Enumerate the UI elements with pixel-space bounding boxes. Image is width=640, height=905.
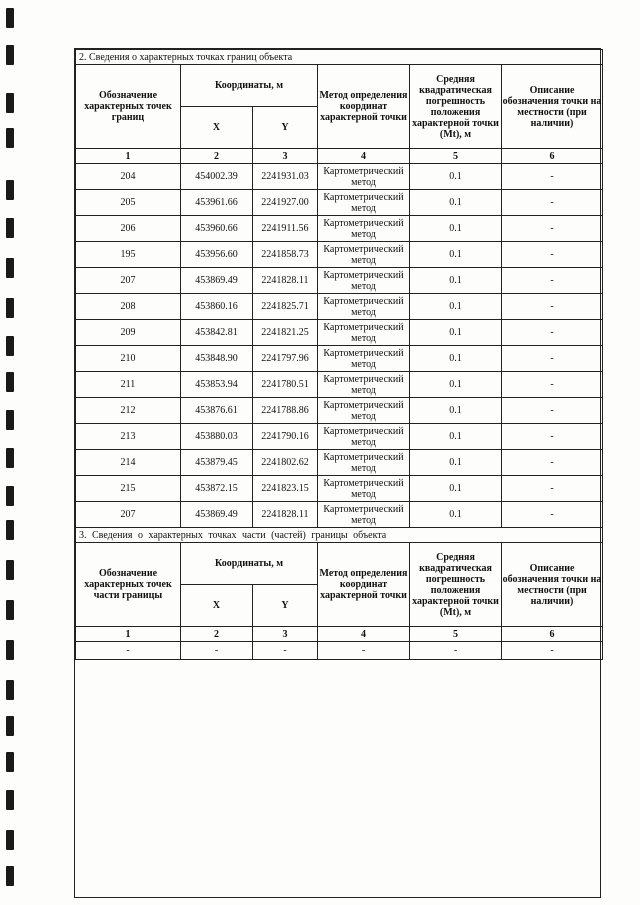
point-id-cell: 215 — [76, 476, 181, 502]
point-id-cell: 209 — [76, 320, 181, 346]
x-cell: 453869.49 — [181, 502, 253, 528]
header-point-id: Обозначение характерных точек границ — [76, 65, 181, 149]
method-cell: Картометрический метод — [318, 476, 410, 502]
mt-cell: 0.1 — [410, 294, 502, 320]
binding-hole — [6, 486, 14, 506]
table-row — [76, 476, 603, 502]
method-cell: Картометрический метод — [318, 164, 410, 190]
col-number: 5 — [410, 149, 502, 164]
y-cell: 2241911.56 — [253, 216, 318, 242]
mt-cell: 0.1 — [410, 190, 502, 216]
binding-hole — [6, 218, 14, 238]
y-cell: 2241823.15 — [253, 476, 318, 502]
mt-cell: 0.1 — [410, 320, 502, 346]
col-number: 4 — [318, 627, 410, 642]
table-row — [76, 502, 603, 528]
header-description: Описание обозначения точки на местности (при наличии) — [502, 65, 603, 149]
col-number: 5 — [410, 627, 502, 642]
desc-cell: - — [502, 216, 603, 242]
point-id-cell: 207 — [76, 502, 181, 528]
point-id-cell: 212 — [76, 398, 181, 424]
col-number: 1 — [76, 149, 181, 164]
method-cell: Картометрический метод — [318, 294, 410, 320]
point-id-cell: 204 — [76, 164, 181, 190]
empty-cell: - — [253, 642, 318, 660]
x-cell: 453880.03 — [181, 424, 253, 450]
y-cell: 2241828.11 — [253, 268, 318, 294]
mt-cell: 0.1 — [410, 242, 502, 268]
binding-hole — [6, 180, 14, 200]
empty-cell: - — [318, 642, 410, 660]
table-row — [76, 320, 603, 346]
desc-cell: - — [502, 294, 603, 320]
x-cell: 453848.90 — [181, 346, 253, 372]
binding-hole — [6, 640, 14, 660]
binding-hole — [6, 830, 14, 850]
col-number: 2 — [181, 627, 253, 642]
desc-cell: - — [502, 320, 603, 346]
col-number: 6 — [502, 627, 603, 642]
y-cell: 2241788.86 — [253, 398, 318, 424]
table-row — [76, 372, 603, 398]
mt-cell: 0.1 — [410, 164, 502, 190]
table-row — [76, 242, 603, 268]
point-id-cell: 195 — [76, 242, 181, 268]
table-row — [76, 164, 603, 190]
mt-cell: 0.1 — [410, 502, 502, 528]
desc-cell: - — [502, 398, 603, 424]
desc-cell: - — [502, 424, 603, 450]
y-cell: 2241780.51 — [253, 372, 318, 398]
binding-hole — [6, 600, 14, 620]
method-cell: Картометрический метод — [318, 372, 410, 398]
desc-cell: - — [502, 450, 603, 476]
header-x: X — [181, 107, 253, 149]
binding-hole — [6, 520, 14, 540]
s3-header-y: Y — [253, 585, 318, 627]
section2-title: 2. Сведения о характерных точках границ объекта — [76, 50, 603, 65]
table-row — [76, 216, 603, 242]
x-cell: 453872.15 — [181, 476, 253, 502]
x-cell: 453876.61 — [181, 398, 253, 424]
x-cell: 453860.16 — [181, 294, 253, 320]
header-error: Средняя квадратическая погрешность положения характерной точки (Mt), м — [410, 65, 502, 149]
y-cell: 2241858.73 — [253, 242, 318, 268]
binding-hole — [6, 45, 14, 65]
desc-cell: - — [502, 268, 603, 294]
binding-holes — [6, 0, 18, 905]
document-frame — [74, 48, 601, 898]
empty-cell: - — [502, 642, 603, 660]
point-id-cell: 205 — [76, 190, 181, 216]
table-row — [76, 346, 603, 372]
binding-hole — [6, 680, 14, 700]
s3-header-coords: Координаты, м — [181, 543, 318, 585]
point-id-cell: 206 — [76, 216, 181, 242]
method-cell: Картометрический метод — [318, 216, 410, 242]
y-cell: 2241927.00 — [253, 190, 318, 216]
binding-hole — [6, 93, 14, 113]
x-cell: 454002.39 — [181, 164, 253, 190]
desc-cell: - — [502, 190, 603, 216]
method-cell: Картометрический метод — [318, 450, 410, 476]
mt-cell: 0.1 — [410, 372, 502, 398]
method-cell: Картометрический метод — [318, 346, 410, 372]
section2-table — [75, 49, 603, 660]
binding-hole — [6, 8, 14, 28]
binding-hole — [6, 410, 14, 430]
x-cell: 453961.66 — [181, 190, 253, 216]
header-coords: Координаты, м — [181, 65, 318, 107]
desc-cell: - — [502, 242, 603, 268]
s3-header-method: Метод определения координат характерной точки — [318, 543, 410, 627]
s3-header-error: Средняя квадратическая погрешность положения характерной точки (Mt), м — [410, 543, 502, 627]
binding-hole — [6, 128, 14, 148]
s3-column-numbers-row — [76, 627, 603, 642]
header-y: Y — [253, 107, 318, 149]
y-cell: 2241931.03 — [253, 164, 318, 190]
col-number: 1 — [76, 627, 181, 642]
table-row — [76, 424, 603, 450]
s3-empty-row — [76, 642, 603, 660]
y-cell: 2241821.25 — [253, 320, 318, 346]
table-row — [76, 450, 603, 476]
empty-cell: - — [410, 642, 502, 660]
point-id-cell: 213 — [76, 424, 181, 450]
section3-title: 3. Сведения о характерных точках части (частей) границы объекта — [76, 528, 603, 543]
binding-hole — [6, 790, 14, 810]
empty-cell: - — [76, 642, 181, 660]
mt-cell: 0.1 — [410, 424, 502, 450]
s3-header-x: X — [181, 585, 253, 627]
point-id-cell: 208 — [76, 294, 181, 320]
mt-cell: 0.1 — [410, 398, 502, 424]
method-cell: Картометрический метод — [318, 190, 410, 216]
table-row — [76, 268, 603, 294]
col-number: 6 — [502, 149, 603, 164]
mt-cell: 0.1 — [410, 450, 502, 476]
column-numbers-row — [76, 149, 603, 164]
binding-hole — [6, 372, 14, 392]
x-cell: 453869.49 — [181, 268, 253, 294]
x-cell: 453853.94 — [181, 372, 253, 398]
point-id-cell: 211 — [76, 372, 181, 398]
col-number: 3 — [253, 149, 318, 164]
method-cell: Картометрический метод — [318, 320, 410, 346]
method-cell: Картометрический метод — [318, 268, 410, 294]
mt-cell: 0.1 — [410, 476, 502, 502]
method-cell: Картометрический метод — [318, 242, 410, 268]
table-row — [76, 398, 603, 424]
y-cell: 2241790.16 — [253, 424, 318, 450]
method-cell: Картометрический метод — [318, 502, 410, 528]
x-cell: 453842.81 — [181, 320, 253, 346]
desc-cell: - — [502, 346, 603, 372]
x-cell: 453960.66 — [181, 216, 253, 242]
desc-cell: - — [502, 502, 603, 528]
y-cell: 2241802.62 — [253, 450, 318, 476]
table-row — [76, 190, 603, 216]
binding-hole — [6, 258, 14, 278]
method-cell: Картометрический метод — [318, 398, 410, 424]
binding-hole — [6, 298, 14, 318]
binding-hole — [6, 716, 14, 736]
y-cell: 2241825.71 — [253, 294, 318, 320]
binding-hole — [6, 448, 14, 468]
method-cell: Картометрический метод — [318, 424, 410, 450]
mt-cell: 0.1 — [410, 346, 502, 372]
binding-hole — [6, 866, 14, 886]
col-number: 4 — [318, 149, 410, 164]
col-number: 3 — [253, 627, 318, 642]
mt-cell: 0.1 — [410, 268, 502, 294]
binding-hole — [6, 336, 14, 356]
y-cell: 2241797.96 — [253, 346, 318, 372]
y-cell: 2241828.11 — [253, 502, 318, 528]
col-number: 2 — [181, 149, 253, 164]
x-cell: 453879.45 — [181, 450, 253, 476]
x-cell: 453956.60 — [181, 242, 253, 268]
desc-cell: - — [502, 164, 603, 190]
binding-hole — [6, 560, 14, 580]
table-row — [76, 294, 603, 320]
desc-cell: - — [502, 372, 603, 398]
s3-header-description: Описание обозначения точки на местности (при наличии) — [502, 543, 603, 627]
binding-hole — [6, 752, 14, 772]
empty-cell: - — [181, 642, 253, 660]
mt-cell: 0.1 — [410, 216, 502, 242]
point-id-cell: 214 — [76, 450, 181, 476]
point-id-cell: 210 — [76, 346, 181, 372]
header-method: Метод определения координат характерной точки — [318, 65, 410, 149]
desc-cell: - — [502, 476, 603, 502]
s3-header-point-id: Обозначение характерных точек части границы — [76, 543, 181, 627]
point-id-cell: 207 — [76, 268, 181, 294]
